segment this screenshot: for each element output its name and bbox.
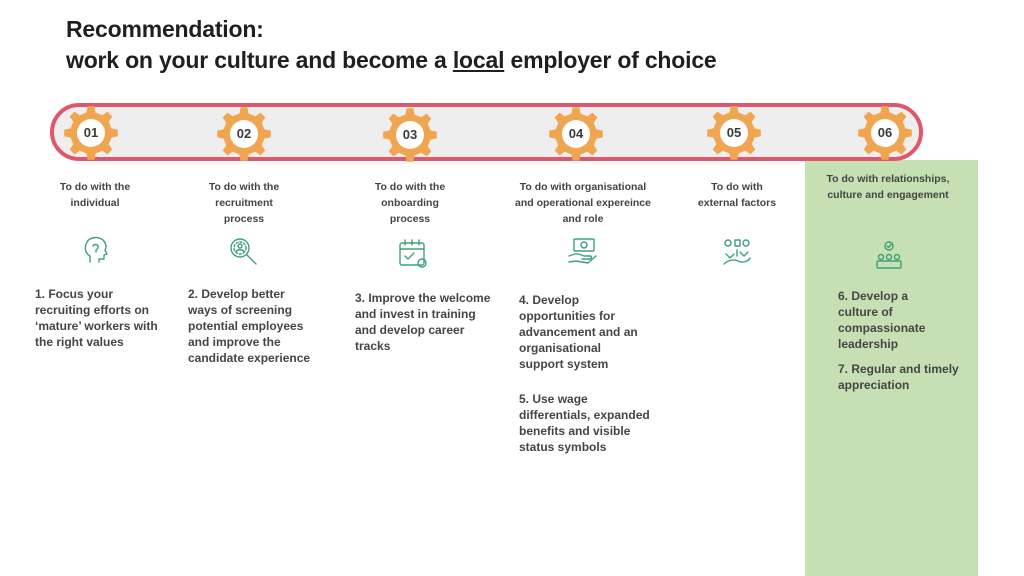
recommendation-line: advancement and an	[519, 325, 638, 339]
category-line: individual	[70, 197, 120, 209]
category-line: To do with	[711, 181, 763, 193]
category-line: To do with relationships,	[826, 173, 950, 185]
category-line: and operational expereince	[515, 197, 651, 209]
step-number: 01	[83, 125, 99, 140]
recommendation-line: appreciation	[838, 378, 910, 392]
recommendation-line: 1. Focus your	[35, 287, 114, 301]
recommendation-line: culture of	[838, 305, 893, 319]
category-line: To do with the	[208, 181, 280, 193]
title-line-2	[66, 45, 717, 76]
category-line: To do with organisational	[519, 181, 647, 193]
step-gear-02	[215, 105, 273, 163]
recommendation-5	[519, 391, 679, 455]
recommendation-line: 5. Use wage	[519, 392, 588, 406]
step-gear-05	[705, 104, 763, 162]
head-icon	[78, 232, 112, 266]
recommendation-line: ways of screening	[188, 303, 293, 317]
recommendation-line: 4. Develop	[519, 293, 580, 307]
recommendation-line: 3. Improve the welcome	[355, 291, 491, 305]
hand-money-icon	[566, 234, 600, 268]
title-local-word: local	[452, 47, 505, 73]
category-line: recruitment	[215, 197, 273, 209]
title-line-2-post: employer of choice	[510, 47, 717, 73]
category-line: process	[389, 213, 431, 225]
recommendation-line: tracks	[355, 339, 391, 353]
recommendation-line: recruiting efforts on	[35, 303, 150, 317]
recommendation-3	[355, 290, 517, 354]
step-number: 05	[726, 125, 742, 140]
title-line-1: Recommendation:	[66, 16, 264, 42]
finance-symbols-icon	[720, 236, 754, 270]
recommendation-line: organisational	[519, 341, 602, 355]
recommendation-7	[838, 361, 976, 393]
timeline-track	[50, 103, 923, 161]
category-line: onboarding	[381, 197, 439, 209]
category-line: To do with the	[59, 181, 131, 193]
search-screening-icon	[226, 234, 260, 268]
page-title	[66, 14, 717, 76]
recommendation-line: 6. Develop a	[838, 289, 909, 303]
recommendation-line: leadership	[838, 337, 899, 351]
category-label-01	[40, 179, 150, 211]
step-gear-03	[381, 106, 439, 164]
recommendation-line: status symbols	[519, 440, 607, 454]
recommendation-line: compassionate	[838, 321, 926, 335]
category-label-03	[355, 179, 465, 227]
category-line: and role	[562, 213, 604, 225]
recommendation-2	[188, 286, 338, 366]
recommendation-line: and invest in training	[355, 307, 476, 321]
recommendation-line: and improve the	[188, 335, 281, 349]
step-gear-04	[547, 105, 605, 163]
people-check-icon	[872, 239, 906, 273]
step-gear-01	[62, 104, 120, 162]
category-line: culture and engagement	[827, 189, 949, 201]
calendar-icon	[396, 236, 430, 270]
recommendation-line: potential employees	[188, 319, 304, 333]
step-number: 03	[402, 127, 418, 142]
category-line: To do with the	[374, 181, 446, 193]
step-gear-06	[856, 104, 914, 162]
step-number: 06	[877, 125, 893, 140]
recommendation-line: the right values	[35, 335, 124, 349]
category-line: process	[223, 213, 265, 225]
category-label-05	[682, 179, 792, 211]
category-label-02	[189, 179, 299, 227]
recommendation-line: support system	[519, 357, 609, 371]
recommendation-line: ‘mature’ workers with	[35, 319, 158, 333]
recommendation-line: differentials, expanded	[519, 408, 650, 422]
category-line: external factors	[697, 197, 777, 209]
recommendation-line: and develop career	[355, 323, 465, 337]
category-label-04	[500, 179, 666, 227]
recommendation-1	[35, 286, 185, 350]
recommendation-line: 7. Regular and timely	[838, 362, 959, 376]
recommendation-4	[519, 292, 679, 372]
recommendation-line: candidate experience	[188, 351, 311, 365]
recommendation-line: opportunities for	[519, 309, 615, 323]
step-number: 02	[236, 126, 252, 141]
step-number: 04	[568, 126, 584, 141]
category-label-06	[810, 171, 966, 203]
title-line-2-pre: work on your culture and become a	[66, 47, 447, 73]
recommendation-line: benefits and visible	[519, 424, 631, 438]
recommendation-6	[838, 288, 976, 352]
recommendation-line: 2. Develop better	[188, 287, 285, 301]
